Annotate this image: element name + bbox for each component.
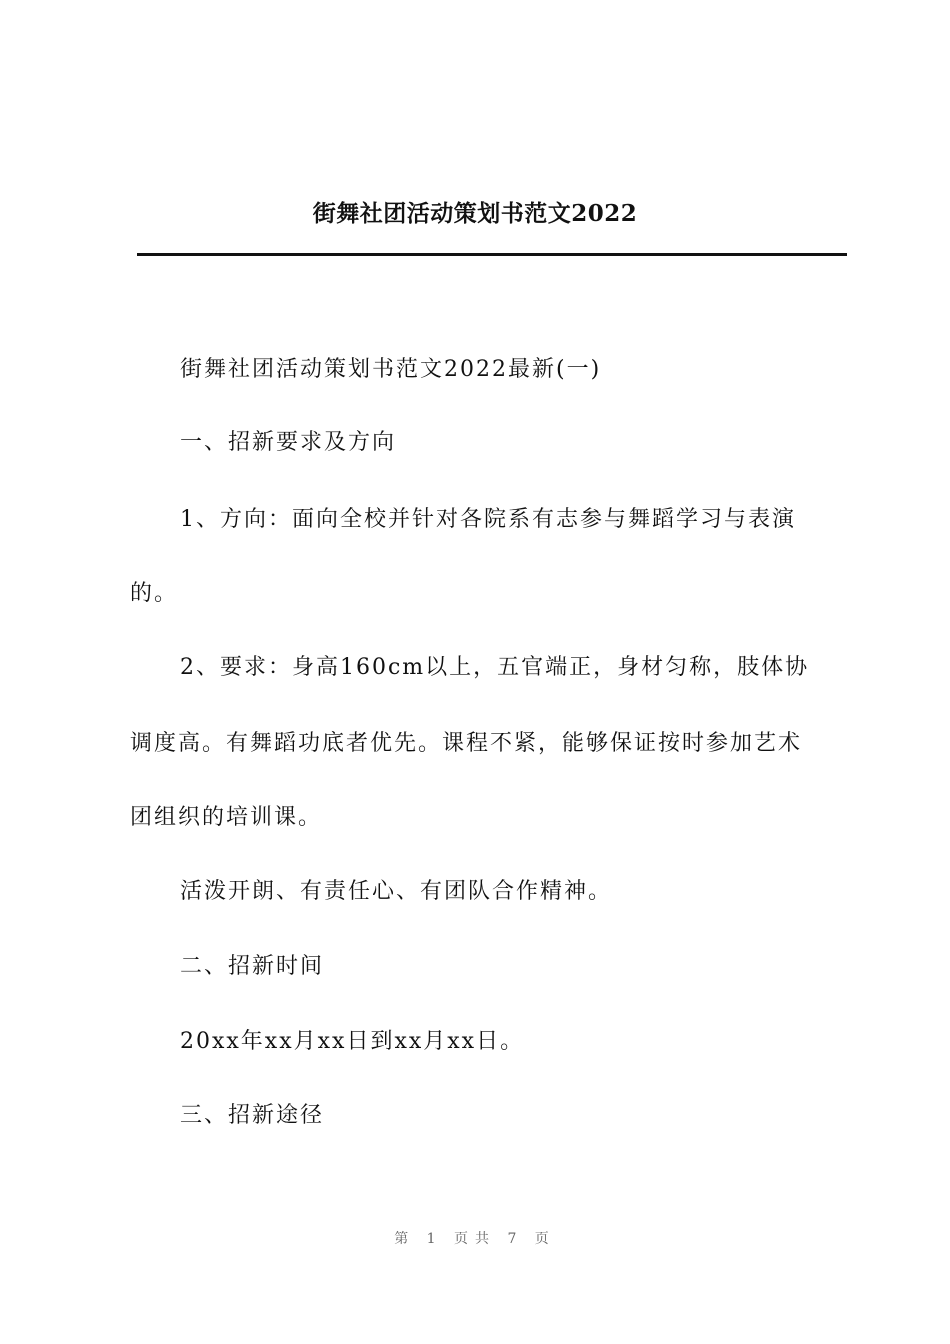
paragraph-personality: 活泼开朗、有责任心、有团队合作精神。 (180, 879, 613, 904)
document-title: 街舞社团活动策划书范文2022 (312, 200, 638, 227)
section-heading-channels: 三、招新途径 (180, 1103, 325, 1128)
paragraph-requirements-line2: 调度高。有舞蹈功底者优先。课程不紧，能够保证按时参加艺术 (130, 731, 803, 756)
page-number-footer: 第 1 页共 7 页 (394, 1231, 556, 1247)
paragraph-requirements-line3: 团组织的培训课。 (130, 805, 323, 830)
paragraph-time-range: 20xx年xx月xx日到xx月xx日。 (180, 1029, 525, 1054)
paragraph-direction-line1: 1、方向：面向全校并针对各院系有志参与舞蹈学习与表演 (180, 507, 796, 532)
paragraph-heading-latest: 街舞社团活动策划书范文2022最新(一) (180, 357, 602, 382)
section-heading-requirements: 一、招新要求及方向 (180, 430, 397, 455)
paragraph-direction-line2: 的。 (130, 581, 179, 606)
paragraph-requirements-line1: 2、要求：身高160cm以上，五官端正，身材匀称，肢体协 (180, 655, 810, 680)
title-divider (137, 253, 847, 256)
section-heading-time: 二、招新时间 (180, 954, 325, 979)
